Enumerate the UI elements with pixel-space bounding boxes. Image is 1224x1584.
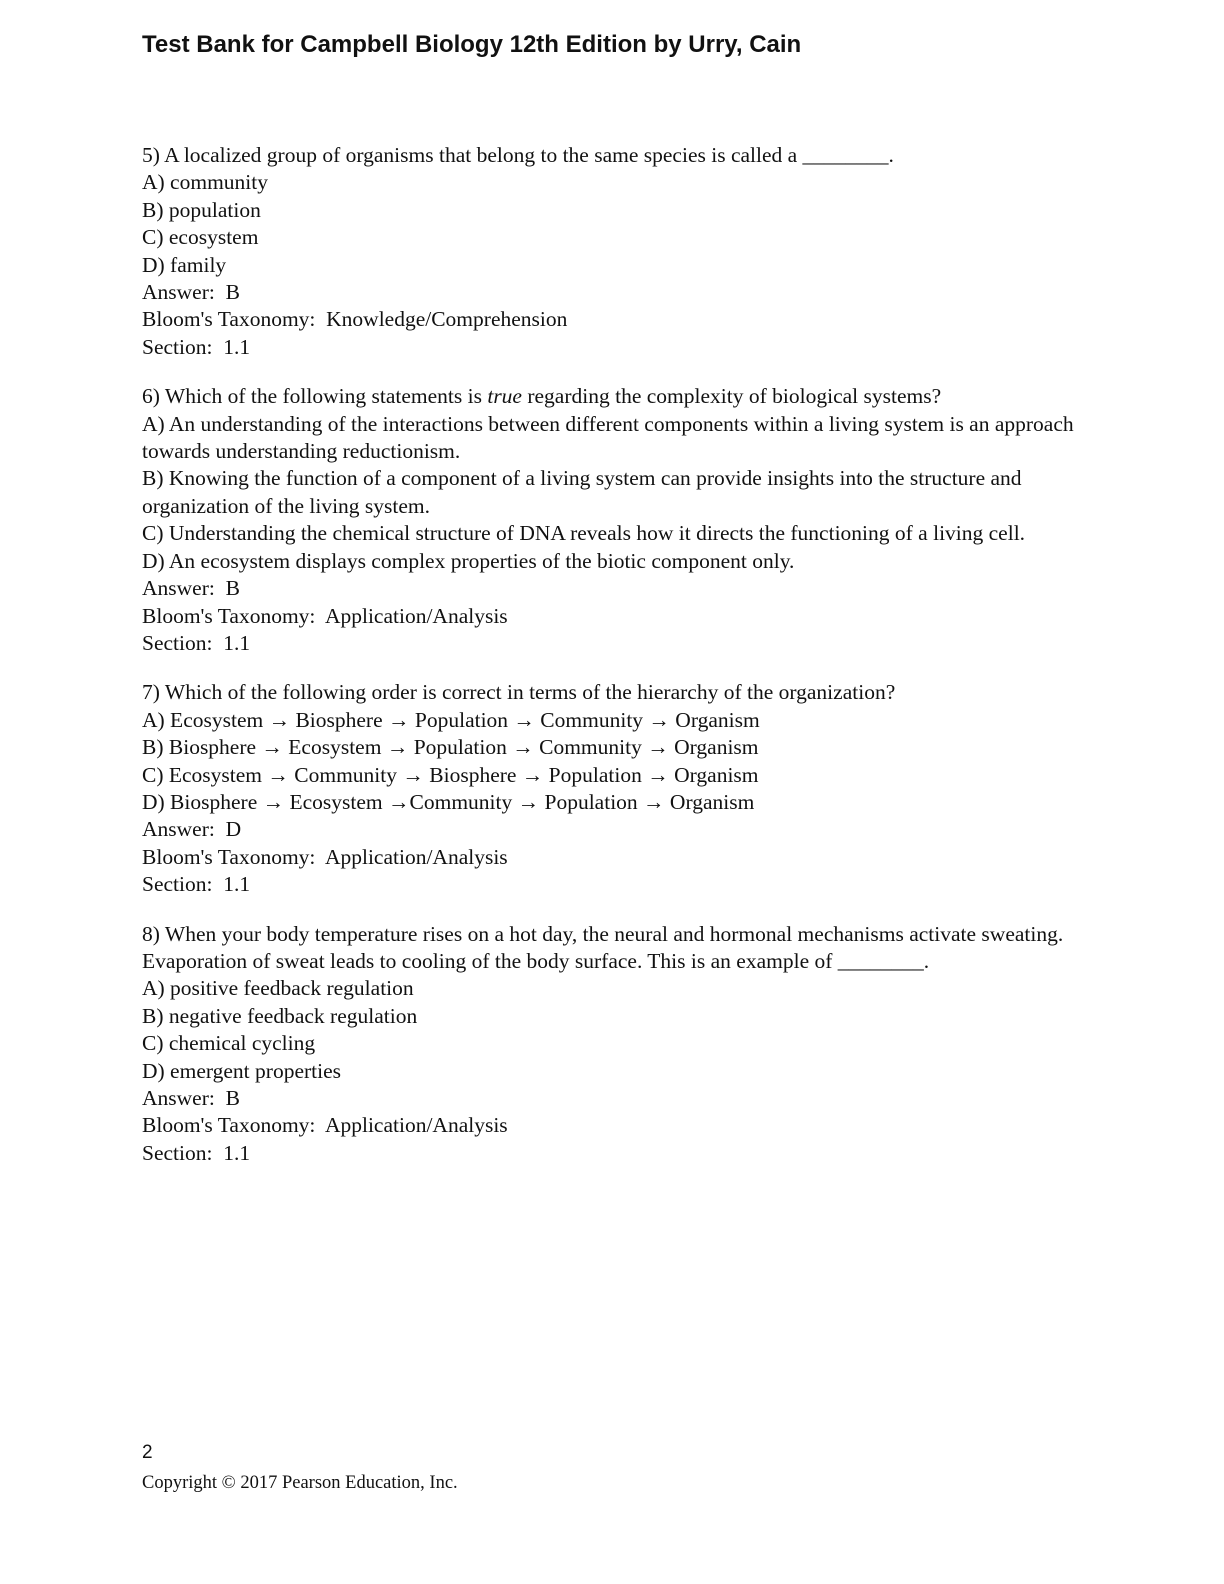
question-stem-start: 6) Which of the following statements is: [142, 384, 488, 409]
section-reference: Section: 1.1: [142, 334, 251, 359]
blooms-taxonomy: Bloom's Taxonomy: Knowledge/Comprehension: [142, 307, 568, 332]
answer-option-d: D) Biosphere → Ecosystem →Community → Population → Organism: [142, 789, 755, 814]
section-reference: Section: 1.1: [142, 1140, 251, 1165]
question-stem: [142, 383, 1082, 410]
answer-option-b: B) population: [142, 197, 261, 222]
question-7: [142, 679, 1082, 898]
page-number: 2: [142, 1442, 153, 1463]
question-stem-end: regarding the complexity of biological systems?: [521, 384, 942, 409]
question-stem: 5) A localized group of organisms that belong to the same species is called a ________.: [142, 143, 894, 167]
answer-option-c: C) ecosystem: [142, 225, 259, 250]
answer-option-b: B) Knowing the function of a component of a living system can provide insights into the structure and organization of the living system.: [142, 466, 1027, 518]
question-list: [142, 142, 1082, 1189]
answer-key: Answer: B: [142, 280, 240, 305]
answer-option-b: B) Biosphere → Ecosystem → Population → Community → Organism: [142, 735, 759, 760]
section-reference: Section: 1.1: [142, 630, 251, 655]
question-stem: 7) Which of the following order is correct in terms of the hierarchy of the organization?: [142, 680, 896, 705]
answer-option-a: A) Ecosystem → Biosphere → Population → Community → Organism: [142, 707, 760, 732]
document-header-title: Test Bank for Campbell Biology 12th Edition by Urry, Cain: [142, 31, 802, 58]
answer-option-a: A) community: [142, 170, 268, 195]
blooms-taxonomy: Bloom's Taxonomy: Application/Analysis: [142, 844, 508, 869]
answer-option-a: A) positive feedback regulation: [142, 976, 414, 1001]
question-5: [142, 142, 1082, 361]
answer-option-c: C) chemical cycling: [142, 1031, 316, 1056]
answer-option-b: B) negative feedback regulation: [142, 1003, 418, 1028]
answer-option-d: D) An ecosystem displays complex properties of the biotic component only.: [142, 548, 795, 573]
answer-key: Answer: B: [142, 576, 240, 601]
answer-option-c: C) Understanding the chemical structure of DNA reveals how it directs the functioning of a living cell.: [142, 521, 1026, 546]
answer-option-d: D) emergent properties: [142, 1058, 342, 1083]
answer-key: Answer: B: [142, 1086, 240, 1110]
answer-key: Answer: D: [142, 817, 242, 842]
section-reference: Section: 1.1: [142, 872, 251, 897]
blooms-taxonomy: Bloom's Taxonomy: Application/Analysis: [142, 1113, 508, 1138]
question-stem-emphasis: true: [487, 384, 522, 409]
answer-option-d: D) family: [142, 252, 227, 277]
answer-option-c: C) Ecosystem → Community → Biosphere → Population → Organism: [142, 762, 759, 787]
answer-option-a: A) An understanding of the interactions between different components within a living system is an approach towards understanding reductionism.: [142, 411, 1080, 464]
blooms-taxonomy: Bloom's Taxonomy: Application/Analysis: [142, 603, 508, 628]
question-stem: 8) When your body temperature rises on a hot day, the neural and hormonal mechanisms activate sweating. Evaporation of sweat leads to cooling of the body surface. This is an example of ________.: [142, 921, 1069, 973]
question-6: [142, 383, 1082, 657]
copyright-notice: Copyright © 2017 Pearson Education, Inc.: [142, 1473, 458, 1493]
question-8: [142, 921, 1082, 1168]
